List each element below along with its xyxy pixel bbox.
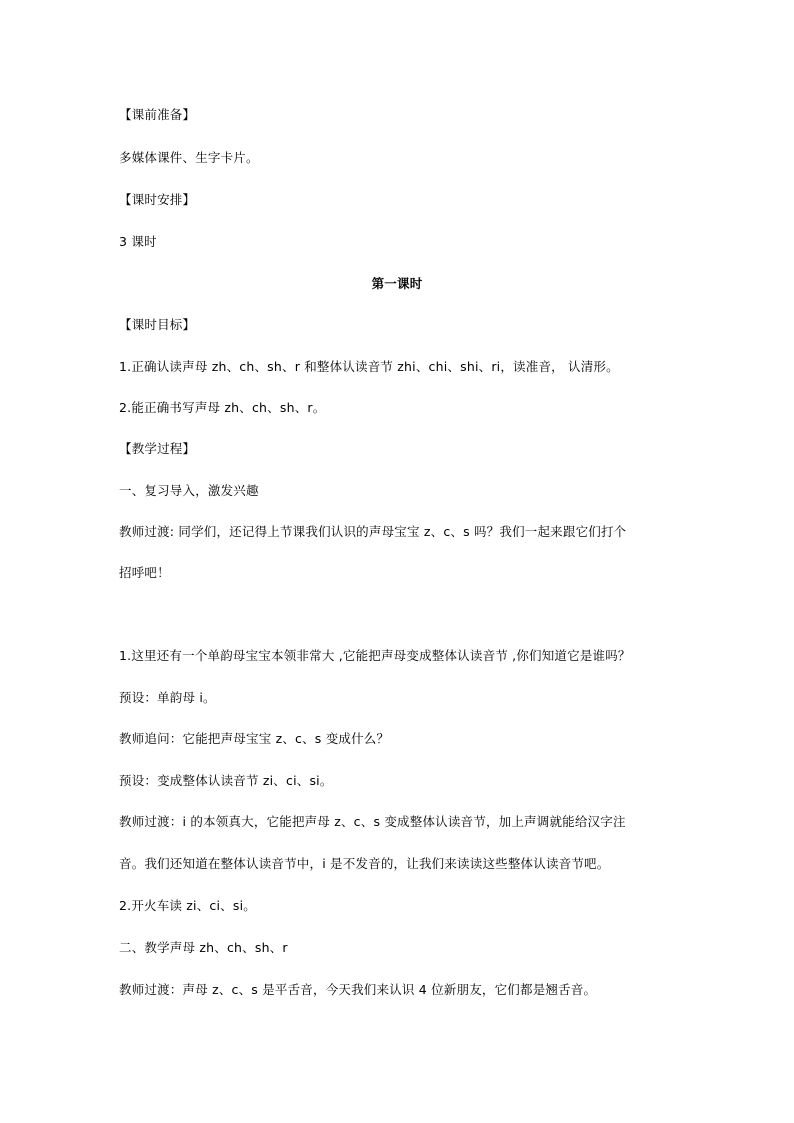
process-step-heading-1: 一、复习导入，激发兴趣 — [119, 483, 259, 498]
section-heading-process: 【教学过程】 — [119, 441, 196, 456]
paragraph-expected-answer-1: 预设：单韵母 i。 — [119, 690, 216, 705]
lesson-title: 第一课时 — [371, 276, 423, 291]
section-heading-objectives: 【课时目标】 — [119, 317, 196, 332]
section-heading-schedule: 【课时安排】 — [119, 192, 196, 207]
paragraph-materials: 多媒体课件、生字卡片。 — [119, 150, 259, 165]
paragraph-question-1: 1.这里还有一个单韵母宝宝本领非常大 ,它能把声母变成整体认读音节 ,你们知道它是谁吗？ — [119, 648, 631, 663]
objective-item-2: 2.能正确书写声母 zh、ch、sh、r。 — [119, 400, 326, 415]
objective-item-1: 1.正确认读声母 zh、ch、sh、r 和整体认读音节 zhi、chi、shi、ri，读准音， 认清形。 — [119, 359, 619, 374]
paragraph-teacher-transition-1b: 招呼吧！ — [119, 565, 170, 580]
paragraph-train-reading: 2.开火车读 zi、ci、si。 — [119, 898, 256, 913]
paragraph-teacher-transition-2a: 教师过渡：i 的本领真大，它能把声母 z、c、s 变成整体认读音节，加上声调就能给汉字注 — [119, 814, 626, 829]
paragraph-teacher-transition-2b: 音。我们还知道在整体认读音节中，i 是不发音的，让我们来读读这些整体认读音节吧。 — [119, 856, 610, 871]
paragraph-teacher-transition-3: 教师过渡：声母 z、c、s 是平舌音，今天我们来认识 4 位新朋友，它们都是翘舌音。 — [119, 982, 597, 997]
paragraph-teacher-followup: 教师追问：它能把声母宝宝 z、c、s 变成什么？ — [119, 731, 390, 746]
paragraph-teacher-transition-1a: 教师过渡: 同学们，还记得上节课我们认识的声母宝宝 z、c、s 吗？我们一起来跟它们打个 — [119, 524, 627, 539]
paragraph-class-hours: 3 课时 — [119, 234, 157, 249]
section-heading-preparation: 【课前准备】 — [119, 107, 196, 122]
paragraph-expected-answer-2: 预设：变成整体认读音节 zi、ci、si。 — [119, 773, 333, 788]
process-step-heading-2: 二、教学声母 zh、ch、sh、r — [119, 940, 288, 955]
